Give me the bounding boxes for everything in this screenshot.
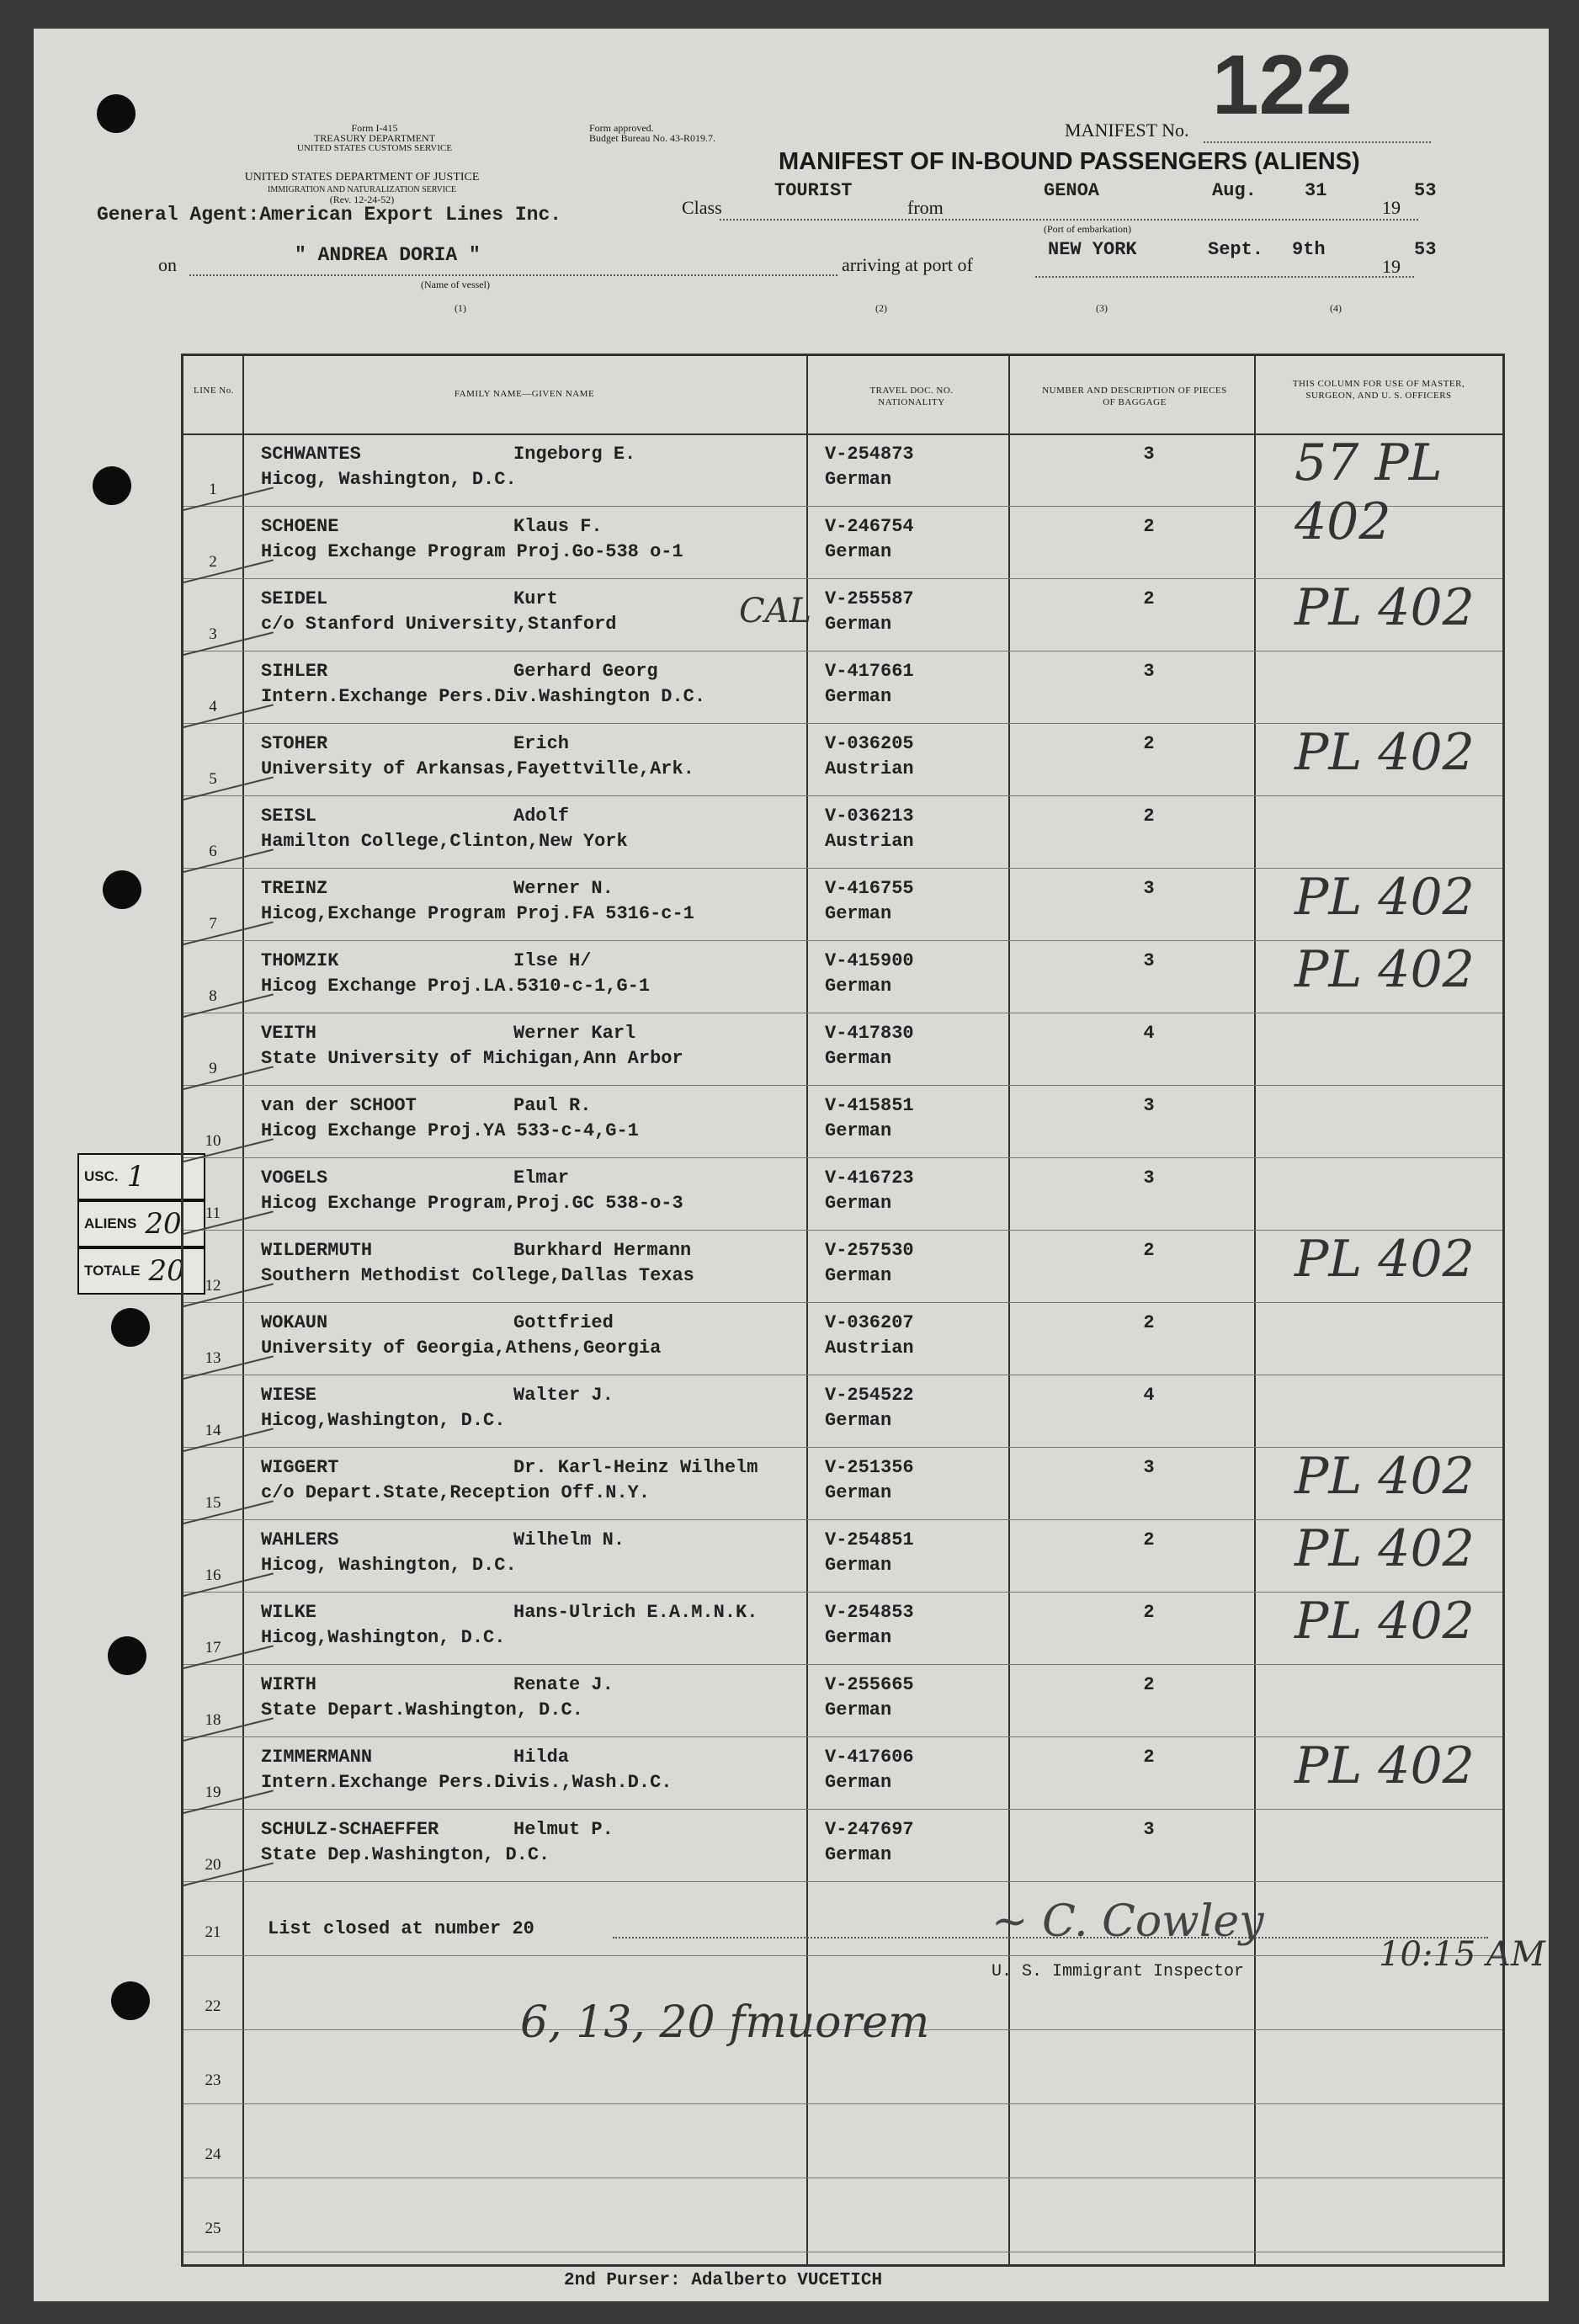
line-number: 19 [205,1784,221,1801]
travel-doc-number: V-254853 [825,1602,914,1623]
line-number: 16 [205,1566,221,1584]
family-name: WAHLERS [261,1529,339,1550]
passenger-name [261,878,614,899]
col-header-line: LINE No. [194,386,234,396]
row-divider [183,1302,1502,1303]
nationality: German [825,1699,892,1720]
given-name: Hans-Ulrich E.A.M.N.K. [513,1602,758,1623]
passenger-name [261,1674,614,1695]
col-number-3: (3) [1096,302,1108,314]
family-name: WOKAUN [261,1312,328,1333]
passenger-name [261,1385,614,1406]
col-header-doc: TRAVEL DOC. NO. NATIONALITY [869,386,954,407]
arrival-time: 10:15 AM [1379,1935,1545,1974]
purser: 2nd Purser: Adalberto VUCETICH [564,2271,883,2290]
line-number: 8 [209,987,217,1005]
form-budget: Budget Bureau No. 43-R019.7. [589,132,715,144]
class-label: Class [682,197,722,218]
family-name: SCHOENE [261,516,339,537]
nationality: Austrian [825,831,914,852]
line-number: 11 [205,1205,221,1222]
passenger-name [261,588,558,609]
passenger-address: Southern Methodist College,Dallas Texas [261,1265,694,1286]
nationality: German [825,1627,892,1648]
passenger-address: Hicog Exchange Proj.YA 533-c-4,G-1 [261,1120,639,1141]
passenger-address: Intern.Exchange Pers.Divis.,Wash.D.C. [261,1772,673,1793]
passenger-address: Hicog Exchange Proj.LA.5310-c-1,G-1 [261,976,651,997]
passenger-address: University of Georgia,Athens,Georgia [261,1337,662,1359]
given-name: Paul R. [513,1095,592,1116]
form-approved: Form approved. [589,122,654,134]
passenger-address: Intern.Exchange Pers.Div.Washington D.C. [261,686,706,707]
given-name: Dr. Karl-Heinz Wilhelm [513,1457,758,1478]
baggage-count: 2 [1143,1602,1155,1623]
form-justice-dept: UNITED STATES DEPARTMENT OF JUSTICE [244,171,480,183]
given-name: Gerhard Georg [513,661,658,682]
line-number: 13 [205,1349,221,1367]
passenger-address: State University of Michigan,Ann Arbor [261,1048,683,1069]
manifest-number: 122 [1212,38,1353,132]
travel-doc-number: V-036213 [825,806,914,827]
baggage-count: 2 [1143,1312,1155,1333]
line-number: 21 [205,1923,221,1941]
given-name: Burkhard Hermann [513,1240,692,1261]
family-name: SEISL [261,806,317,827]
baggage-count: 2 [1143,1747,1155,1768]
binder-hole [93,466,131,505]
usc-count: USC. 1 [77,1153,205,1200]
officer-annotation: PL 402 [1295,1519,1475,1578]
line-number: 6 [209,843,217,860]
on-label: on [158,254,177,275]
travel-doc-number: V-257530 [825,1240,914,1261]
family-name: WILDERMUTH [261,1240,373,1261]
general-agent: General Agent:American Export Lines Inc. [97,204,562,226]
travel-doc-number: V-417830 [825,1023,914,1044]
nationality: Austrian [825,758,914,779]
passenger-name [261,1457,758,1478]
travel-doc-number: V-417661 [825,661,914,682]
travel-doc-number: V-416723 [825,1167,914,1189]
form-ins: IMMIGRATION AND NATURALIZATION SERVICE [268,185,456,194]
embark-month: Aug. [1212,180,1257,201]
given-name: Helmut P. [513,1819,614,1840]
passenger-address: Hicog, Washington, D.C. [261,1555,517,1576]
passenger-name [261,1095,591,1116]
manifest-title: MANIFEST OF IN-BOUND PASSENGERS (ALIENS) [779,148,1360,175]
baggage-count: 4 [1143,1385,1155,1406]
vessel-caption: (Name of vessel) [421,279,490,290]
row-divider [183,2103,1502,2104]
given-name: Elmar [513,1167,570,1189]
from-value: GENOA [1044,180,1100,201]
nationality: German [825,469,892,490]
travel-doc-number: V-255665 [825,1674,914,1695]
travel-doc-number: V-036207 [825,1312,914,1333]
given-name: Ingeborg E. [513,444,636,465]
nationality: German [825,541,892,562]
cal-note: CAL [739,592,812,630]
arrival-year: 53 [1414,239,1437,260]
travel-doc-number: V-417606 [825,1747,914,1768]
form-service: UNITED STATES CUSTOMS SERVICE [296,143,453,153]
baggage-count: 2 [1143,806,1155,827]
line-number: 3 [209,625,217,643]
row-divider [183,1157,1502,1158]
passenger-address: Hicog,Washington, D.C. [261,1410,506,1431]
line-number: 23 [205,2071,221,2089]
arrival-day: 9th [1292,239,1326,260]
family-name: THOMZIK [261,950,339,971]
family-name: ZIMMERMANN [261,1747,373,1768]
passenger-name [261,1312,614,1333]
inspector-signature: ~ C. Cowley [992,1896,1264,1947]
baggage-count: 2 [1143,588,1155,609]
nationality: German [825,1482,892,1503]
line-number: 22 [205,1997,221,2015]
embark-day: 31 [1305,180,1327,201]
from-label: from [907,197,944,218]
embark-year: 53 [1414,180,1437,201]
col-number-2: (2) [875,302,887,314]
given-name: Kurt [513,588,558,609]
officer-annotation: PL 402 [1295,1592,1475,1651]
given-name: Hilda [513,1747,570,1768]
nationality: German [825,1265,892,1286]
baggage-count: 3 [1143,661,1155,682]
officer-annotation: 57 PL 402 [1295,433,1443,551]
row-divider [183,1085,1502,1086]
baggage-count: 4 [1143,1023,1155,1044]
form-dept: TREASURY DEPARTMENT [313,132,436,144]
family-name: WIESE [261,1385,317,1406]
arriving-label: arriving at port of [842,254,973,275]
form-rev: (Rev. 12-24-52) [329,194,395,205]
col-header-name: FAMILY NAME—GIVEN NAME [454,389,595,399]
baggage-count: 3 [1143,1167,1155,1189]
family-name: SCHULZ-SCHAEFFER [261,1819,439,1840]
nationality: German [825,976,892,997]
passenger-name [261,1529,625,1550]
line-number: 20 [205,1856,221,1874]
line-number: 5 [209,770,217,788]
family-name: VEITH [261,1023,317,1044]
total-count: TOTALE 20 [77,1247,205,1295]
baggage-count: 3 [1143,444,1155,465]
nationality: German [825,1048,892,1069]
given-name: Klaus F. [513,516,603,537]
passenger-address: Hicog,Exchange Program Proj.FA 5316-c-1 [261,903,694,924]
baggage-count: 2 [1143,1529,1155,1550]
travel-doc-number: V-036205 [825,733,914,754]
embark-year-prefix: 19 [1382,197,1401,218]
line-number: 12 [205,1277,221,1295]
travel-doc-number: V-416755 [825,878,914,899]
family-name: WIRTH [261,1674,317,1695]
row-divider [183,795,1502,796]
passenger-name [261,1023,635,1044]
col-number-4: (4) [1330,302,1342,314]
passenger-name [261,444,635,465]
travel-doc-number: V-415900 [825,950,914,971]
given-name: Renate J. [513,1674,614,1695]
travel-doc-number: V-247697 [825,1819,914,1840]
binder-hole [97,94,136,133]
passenger-name [261,516,603,537]
family-name: TREINZ [261,878,328,899]
passenger-name [261,1602,758,1623]
travel-doc-number: V-254851 [825,1529,914,1550]
line-number: 1 [209,481,217,498]
given-name: Werner N. [513,878,614,899]
nationality: German [825,614,892,635]
nationality: German [825,903,892,924]
baggage-count: 3 [1143,1819,1155,1840]
line-number: 4 [209,698,217,715]
passenger-address: Hicog Exchange Program Proj.Go-538 o-1 [261,541,683,562]
given-name: Walter J. [513,1385,614,1406]
passenger-name [261,1167,569,1189]
binder-hole [111,1981,150,2020]
binder-hole [111,1308,150,1347]
passenger-address: Hicog Exchange Program,Proj.GC 538-o-3 [261,1193,683,1214]
nationality: German [825,1772,892,1793]
form-id: Form I-415 [351,122,398,134]
vessel-name: " ANDREA DORIA " [295,244,481,266]
arrival-port: NEW YORK [1048,239,1137,260]
passenger-address: Hamilton College,Clinton,New York [261,831,628,852]
line-number: 7 [209,915,217,933]
nationality: German [825,1844,892,1865]
nationality: German [825,1193,892,1214]
line-number: 14 [205,1422,221,1439]
line-number: 2 [209,553,217,571]
baggage-count: 3 [1143,1095,1155,1116]
passenger-name [261,806,569,827]
passenger-name [261,1819,614,1840]
family-name: STOHER [261,733,328,754]
binder-hole [108,1636,146,1675]
passenger-name [261,1240,691,1261]
line-number: 10 [205,1132,221,1150]
passenger-name [261,661,658,682]
manifest-page [34,29,1549,2301]
baggage-count: 2 [1143,733,1155,754]
nationality: German [825,1410,892,1431]
baggage-count: 3 [1143,1457,1155,1478]
row-divider [183,1809,1502,1810]
travel-doc-number: V-255587 [825,588,914,609]
travel-doc-number: V-415851 [825,1095,914,1116]
passenger-name [261,733,569,754]
baggage-count: 2 [1143,1240,1155,1261]
baggage-count: 2 [1143,1674,1155,1695]
line-number: 9 [209,1060,217,1077]
row-divider [183,1955,1502,1956]
nationality: German [825,1120,892,1141]
line-number: 17 [205,1639,221,1657]
officer-annotation: PL 402 [1295,868,1475,927]
baggage-count: 3 [1143,878,1155,899]
passenger-address: c/o Stanford University,Stanford [261,614,617,635]
inspector-caption: U. S. Immigrant Inspector [992,1962,1245,1981]
given-name: Adolf [513,806,570,827]
travel-doc-number: V-254522 [825,1385,914,1406]
arrival-month: Sept. [1208,239,1264,260]
line-number: 25 [205,2220,221,2237]
officer-annotation: PL 402 [1295,940,1475,999]
passenger-name [261,1747,569,1768]
family-name: van der SCHOOT [261,1095,417,1116]
baggage-count: 3 [1143,950,1155,971]
officer-annotation: PL 402 [1295,1736,1475,1795]
given-name: Ilse H/ [513,950,592,971]
col-header-baggage: NUMBER AND DESCRIPTION OF PIECES OF BAGGAGE [1042,386,1227,407]
passenger-address: State Dep.Washington, D.C. [261,1844,550,1865]
passenger-address: State Depart.Washington, D.C. [261,1699,583,1720]
passenger-address: Hicog,Washington, D.C. [261,1627,506,1648]
binder-hole [103,870,141,909]
col-number-1: (1) [455,302,466,314]
travel-doc-number: V-251356 [825,1457,914,1478]
line-number: 24 [205,2146,221,2163]
manifest-no-label: MANIFEST No. [1065,120,1189,141]
travel-doc-number: V-254873 [825,444,914,465]
given-name: Wilhelm N. [513,1529,625,1550]
nationality: Austrian [825,1337,914,1359]
family-name: WIGGERT [261,1457,339,1478]
passenger-address: University of Arkansas,Fayettville,Ark. [261,758,694,779]
passenger-address: c/o Depart.State,Reception Off.N.Y. [261,1482,651,1503]
travel-doc-number: V-246754 [825,516,914,537]
family-name: SCHWANTES [261,444,361,465]
family-name: VOGELS [261,1167,328,1189]
family-name: WILKE [261,1602,317,1623]
officer-annotation: PL 402 [1295,578,1475,637]
family-name: SIHLER [261,661,328,682]
line-number: 15 [205,1494,221,1512]
handwritten-note: 6, 13, 20 fmuorem [520,1997,930,2048]
row-divider [183,1881,1502,1882]
passenger-address: Hicog, Washington, D.C. [261,469,517,490]
officer-annotation: PL 402 [1295,723,1475,782]
line-number: 18 [205,1711,221,1729]
row-divider [183,1664,1502,1665]
list-closed-note: List closed at number 20 [268,1918,534,1939]
arrival-year-prefix: 19 [1382,256,1401,277]
embark-caption: (Port of embarkation) [1044,223,1131,235]
nationality: German [825,1555,892,1576]
passenger-name [261,950,591,971]
nationality: German [825,686,892,707]
baggage-count: 2 [1143,516,1155,537]
given-name: Erich [513,733,570,754]
class-value: TOURIST [774,180,853,201]
aliens-count: ALIENS 20 [77,1200,205,1247]
family-name: SEIDEL [261,588,328,609]
officer-annotation: PL 402 [1295,1447,1475,1506]
officer-annotation: PL 402 [1295,1230,1475,1289]
col-header-officers: THIS COLUMN FOR USE OF MASTER, SURGEON, AND U. S. OFFICERS [1292,379,1465,401]
given-name: Gottfried [513,1312,614,1333]
passenger-table [181,354,1545,2267]
given-name: Werner Karl [513,1023,636,1044]
